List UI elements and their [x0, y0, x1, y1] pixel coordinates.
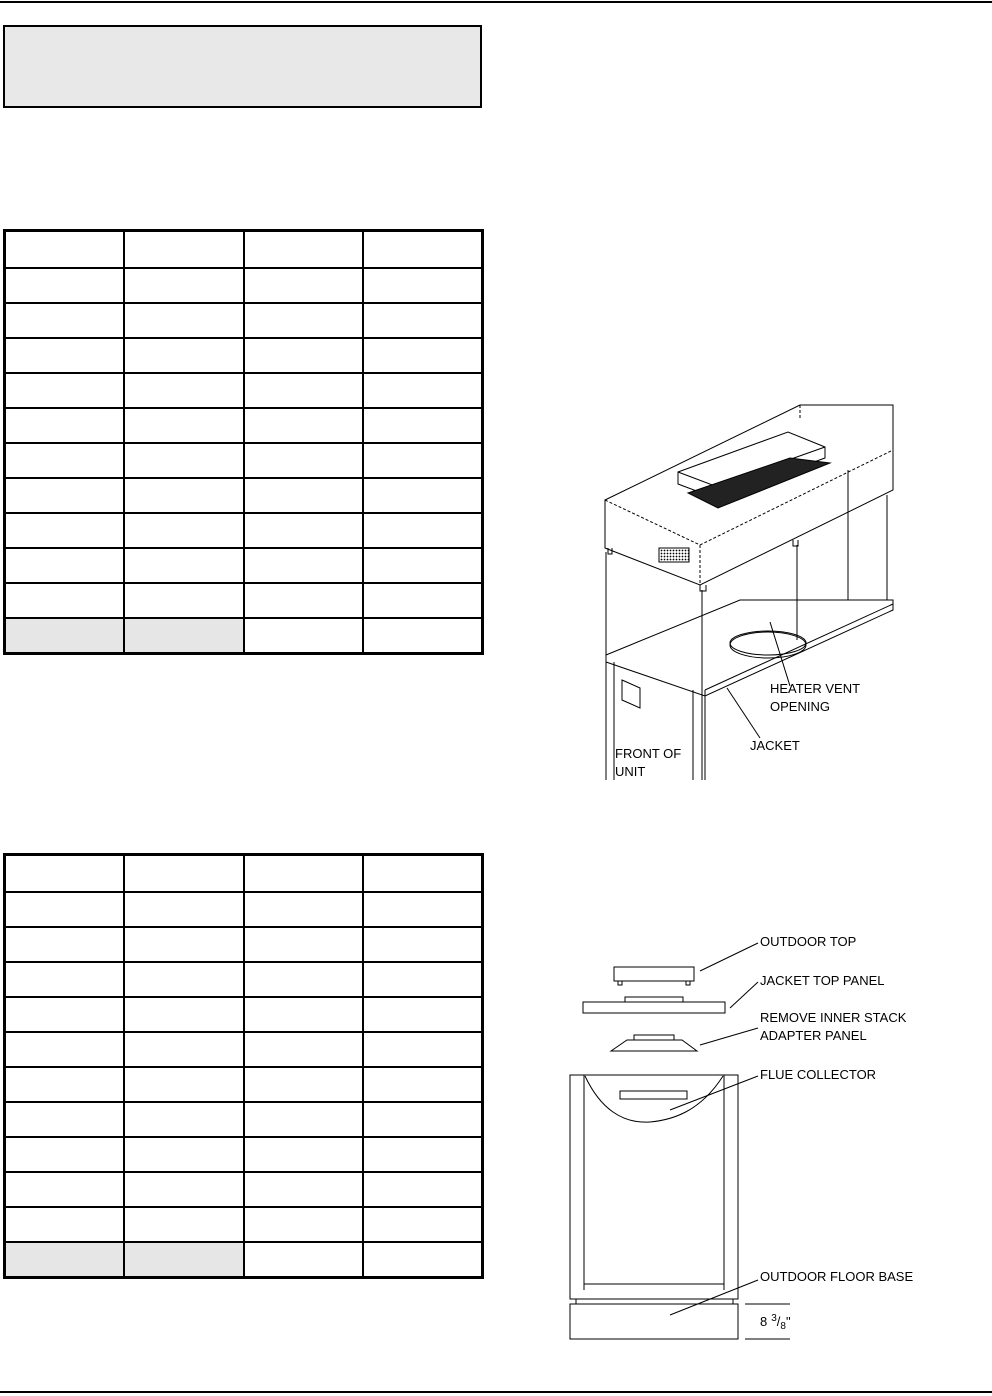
cabinet-outline [570, 1075, 738, 1299]
table-row [5, 268, 483, 303]
table-row [5, 927, 483, 962]
label-flue-collector: FLUE COLLECTOR [760, 1067, 877, 1082]
label-remove-adapter-2: ADAPTER PANEL [760, 1028, 867, 1043]
table-row [5, 513, 483, 548]
front-panel-window [622, 680, 640, 708]
vent-grille [659, 548, 689, 562]
bottom-rule [0, 1391, 992, 1393]
label-front-of-unit-2: UNIT [615, 764, 646, 779]
floor-base-part [570, 1304, 738, 1339]
table-row [5, 443, 483, 478]
label-floor-base: OUTDOOR FLOOR BASE [760, 1269, 914, 1284]
label-jacket-top-panel: JACKET TOP PANEL [760, 973, 885, 988]
label-heater-vent-2: OPENING [770, 699, 830, 714]
table-row [5, 373, 483, 408]
table-row [5, 478, 483, 513]
table-row [5, 1207, 483, 1242]
stack-adapter-part [611, 1040, 697, 1051]
header-box [3, 25, 482, 108]
table-row [5, 1102, 483, 1137]
table-row [5, 997, 483, 1032]
top-rule [0, 1, 992, 3]
spec-table-upper [3, 229, 484, 655]
spec-table-lower [3, 853, 484, 1279]
outdoor-top-part [614, 967, 694, 981]
jacket-vent-diagram [580, 395, 900, 785]
vent-opening [730, 632, 806, 658]
label-remove-adapter-1: REMOVE INNER STACK [760, 1010, 907, 1025]
label-front-of-unit-1: FRONT OF [615, 746, 682, 761]
table-row [5, 1137, 483, 1172]
table-row [5, 1032, 483, 1067]
table-row [5, 583, 483, 618]
table-header-row [5, 231, 483, 269]
label-jacket: JACKET [750, 738, 800, 753]
label-heater-vent-1: HEATER VENT [770, 681, 861, 696]
table-row [5, 1172, 483, 1207]
table-row [5, 408, 483, 443]
table-row [5, 303, 483, 338]
table-row [5, 1067, 483, 1102]
table-row [5, 338, 483, 373]
table-row-shaded [5, 1242, 483, 1278]
outdoor-kit-diagram [565, 925, 945, 1345]
label-outdoor-top: OUTDOOR TOP [760, 934, 857, 949]
table-row-shaded [5, 618, 483, 654]
table-row [5, 892, 483, 927]
dimension-label: 8 $^3/_8$" [760, 1313, 791, 1332]
jacket-top-panel-part [583, 1002, 725, 1013]
table-header-row [5, 855, 483, 893]
table-row [5, 962, 483, 997]
table-row [5, 548, 483, 583]
